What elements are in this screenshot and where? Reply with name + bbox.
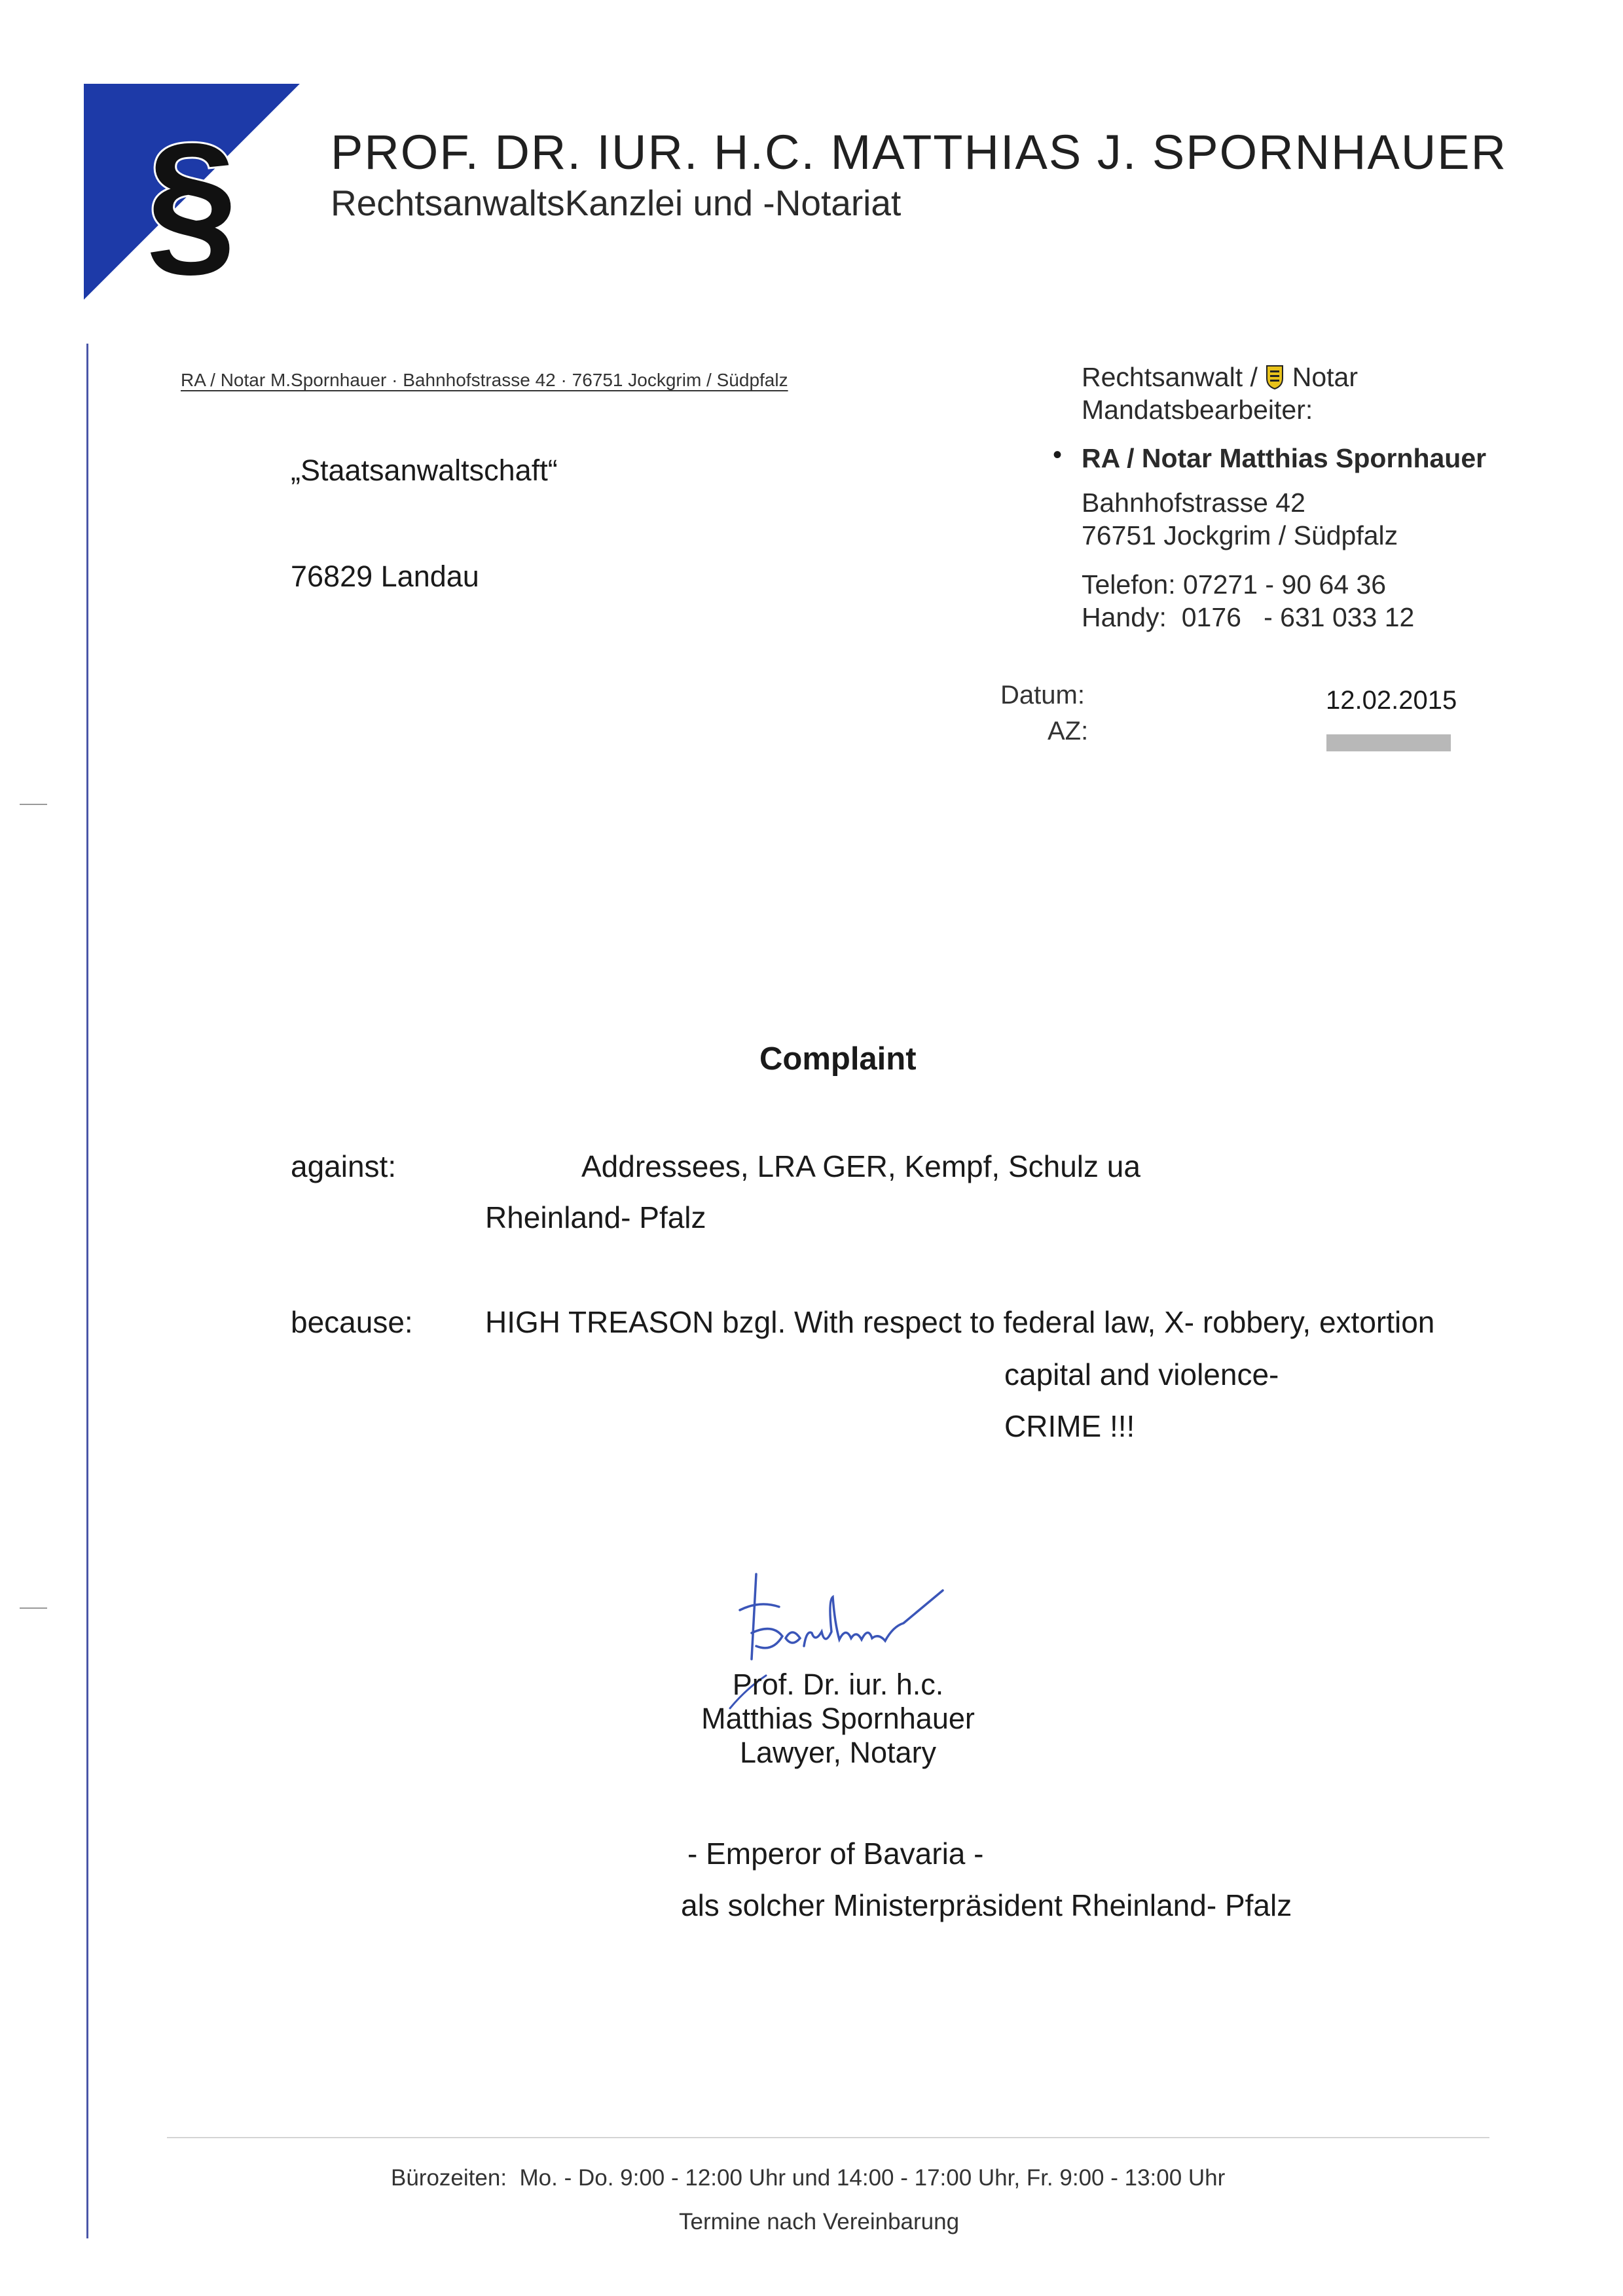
phone-value: 07271 - 90 64 36 <box>1183 569 1387 600</box>
coat-of-arms-icon <box>1265 364 1285 390</box>
sidebar-city: 76751 Jockgrim / Südpfalz <box>1082 520 1398 550</box>
recipient-name: „Staatsanwaltschaft“ <box>291 454 558 487</box>
because-label: because: <box>291 1305 413 1339</box>
sidebar-line1 <box>1082 362 1358 393</box>
signatory-title: Prof. Dr. iur. h.c. <box>732 1668 944 1701</box>
return-address: RA / Notar M.Spornhauer · Bahnhofstrasse 42 · 76751 Jockgrim / Südpfalz <box>181 370 788 390</box>
mobile-value: 0176 - 631 033 12 <box>1181 602 1415 632</box>
against-label: against: <box>291 1149 397 1183</box>
margin-line <box>86 344 88 2238</box>
redacted-az <box>1326 734 1451 751</box>
sidebar-attorney-name: RA / Notar Matthias Spornhauer <box>1082 443 1487 473</box>
recipient-city: 76829 Landau <box>291 560 479 593</box>
signatory-name: Matthias Spornhauer <box>701 1702 975 1735</box>
against-line1: Addressees, LRA GER, Kempf, Schulz ua <box>581 1149 1140 1183</box>
sidebar-street: Bahnhofstrasse 42 <box>1082 488 1305 518</box>
firm-title: PROF. DR. IUR. H.C. MATTHIAS J. SPORNHAUER <box>331 125 1508 179</box>
firm-subtitle: RechtsanwaltsKanzlei und -Notariat <box>331 183 902 223</box>
sidebar-line1-prefix: Rechtsanwalt / <box>1082 362 1258 392</box>
sidebar-mobile <box>1082 602 1414 633</box>
az-label: AZ: <box>1048 717 1089 745</box>
date-label: Datum: <box>1000 681 1085 709</box>
footer-divider <box>167 2137 1489 2138</box>
against-line2: Rheinland- Pfalz <box>485 1200 706 1234</box>
appointments-note: Termine nach Vereinbarung <box>679 2209 960 2234</box>
signatory-role: Lawyer, Notary <box>739 1736 937 1769</box>
document-heading: Complaint <box>759 1041 917 1077</box>
law-firm-logo <box>84 84 300 300</box>
mobile-label: Handy: <box>1082 602 1167 632</box>
sidebar-line2: Mandatsbearbeiter: <box>1082 395 1313 425</box>
because-line2: capital and violence- <box>1004 1357 1279 1391</box>
signatory-claim: - Emperor of Bavaria - <box>687 1837 984 1871</box>
fold-mark <box>20 804 47 805</box>
because-line3: CRIME !!! <box>1004 1409 1135 1443</box>
signatory-claim-2: als solcher Ministerpräsident Rheinland- Pfalz <box>681 1888 1292 1922</box>
sidebar-phone <box>1082 569 1386 600</box>
because-line1: HIGH TREASON bzgl. With respect to federal law, X- robbery, extortion <box>485 1305 1435 1339</box>
date-value: 12.02.2015 <box>1326 686 1457 715</box>
paragraph-symbol: § <box>146 109 238 292</box>
phone-label: Telefon: <box>1082 569 1176 600</box>
bullet: • <box>1053 440 1063 469</box>
office-hours: Bürozeiten: Mo. - Do. 9:00 - 12:00 Uhr und 14:00 - 17:00 Uhr, Fr. 9:00 - 13:00 Uhr <box>391 2165 1226 2191</box>
sidebar-line1-suffix: Notar <box>1292 362 1358 392</box>
fold-mark <box>20 1607 47 1609</box>
